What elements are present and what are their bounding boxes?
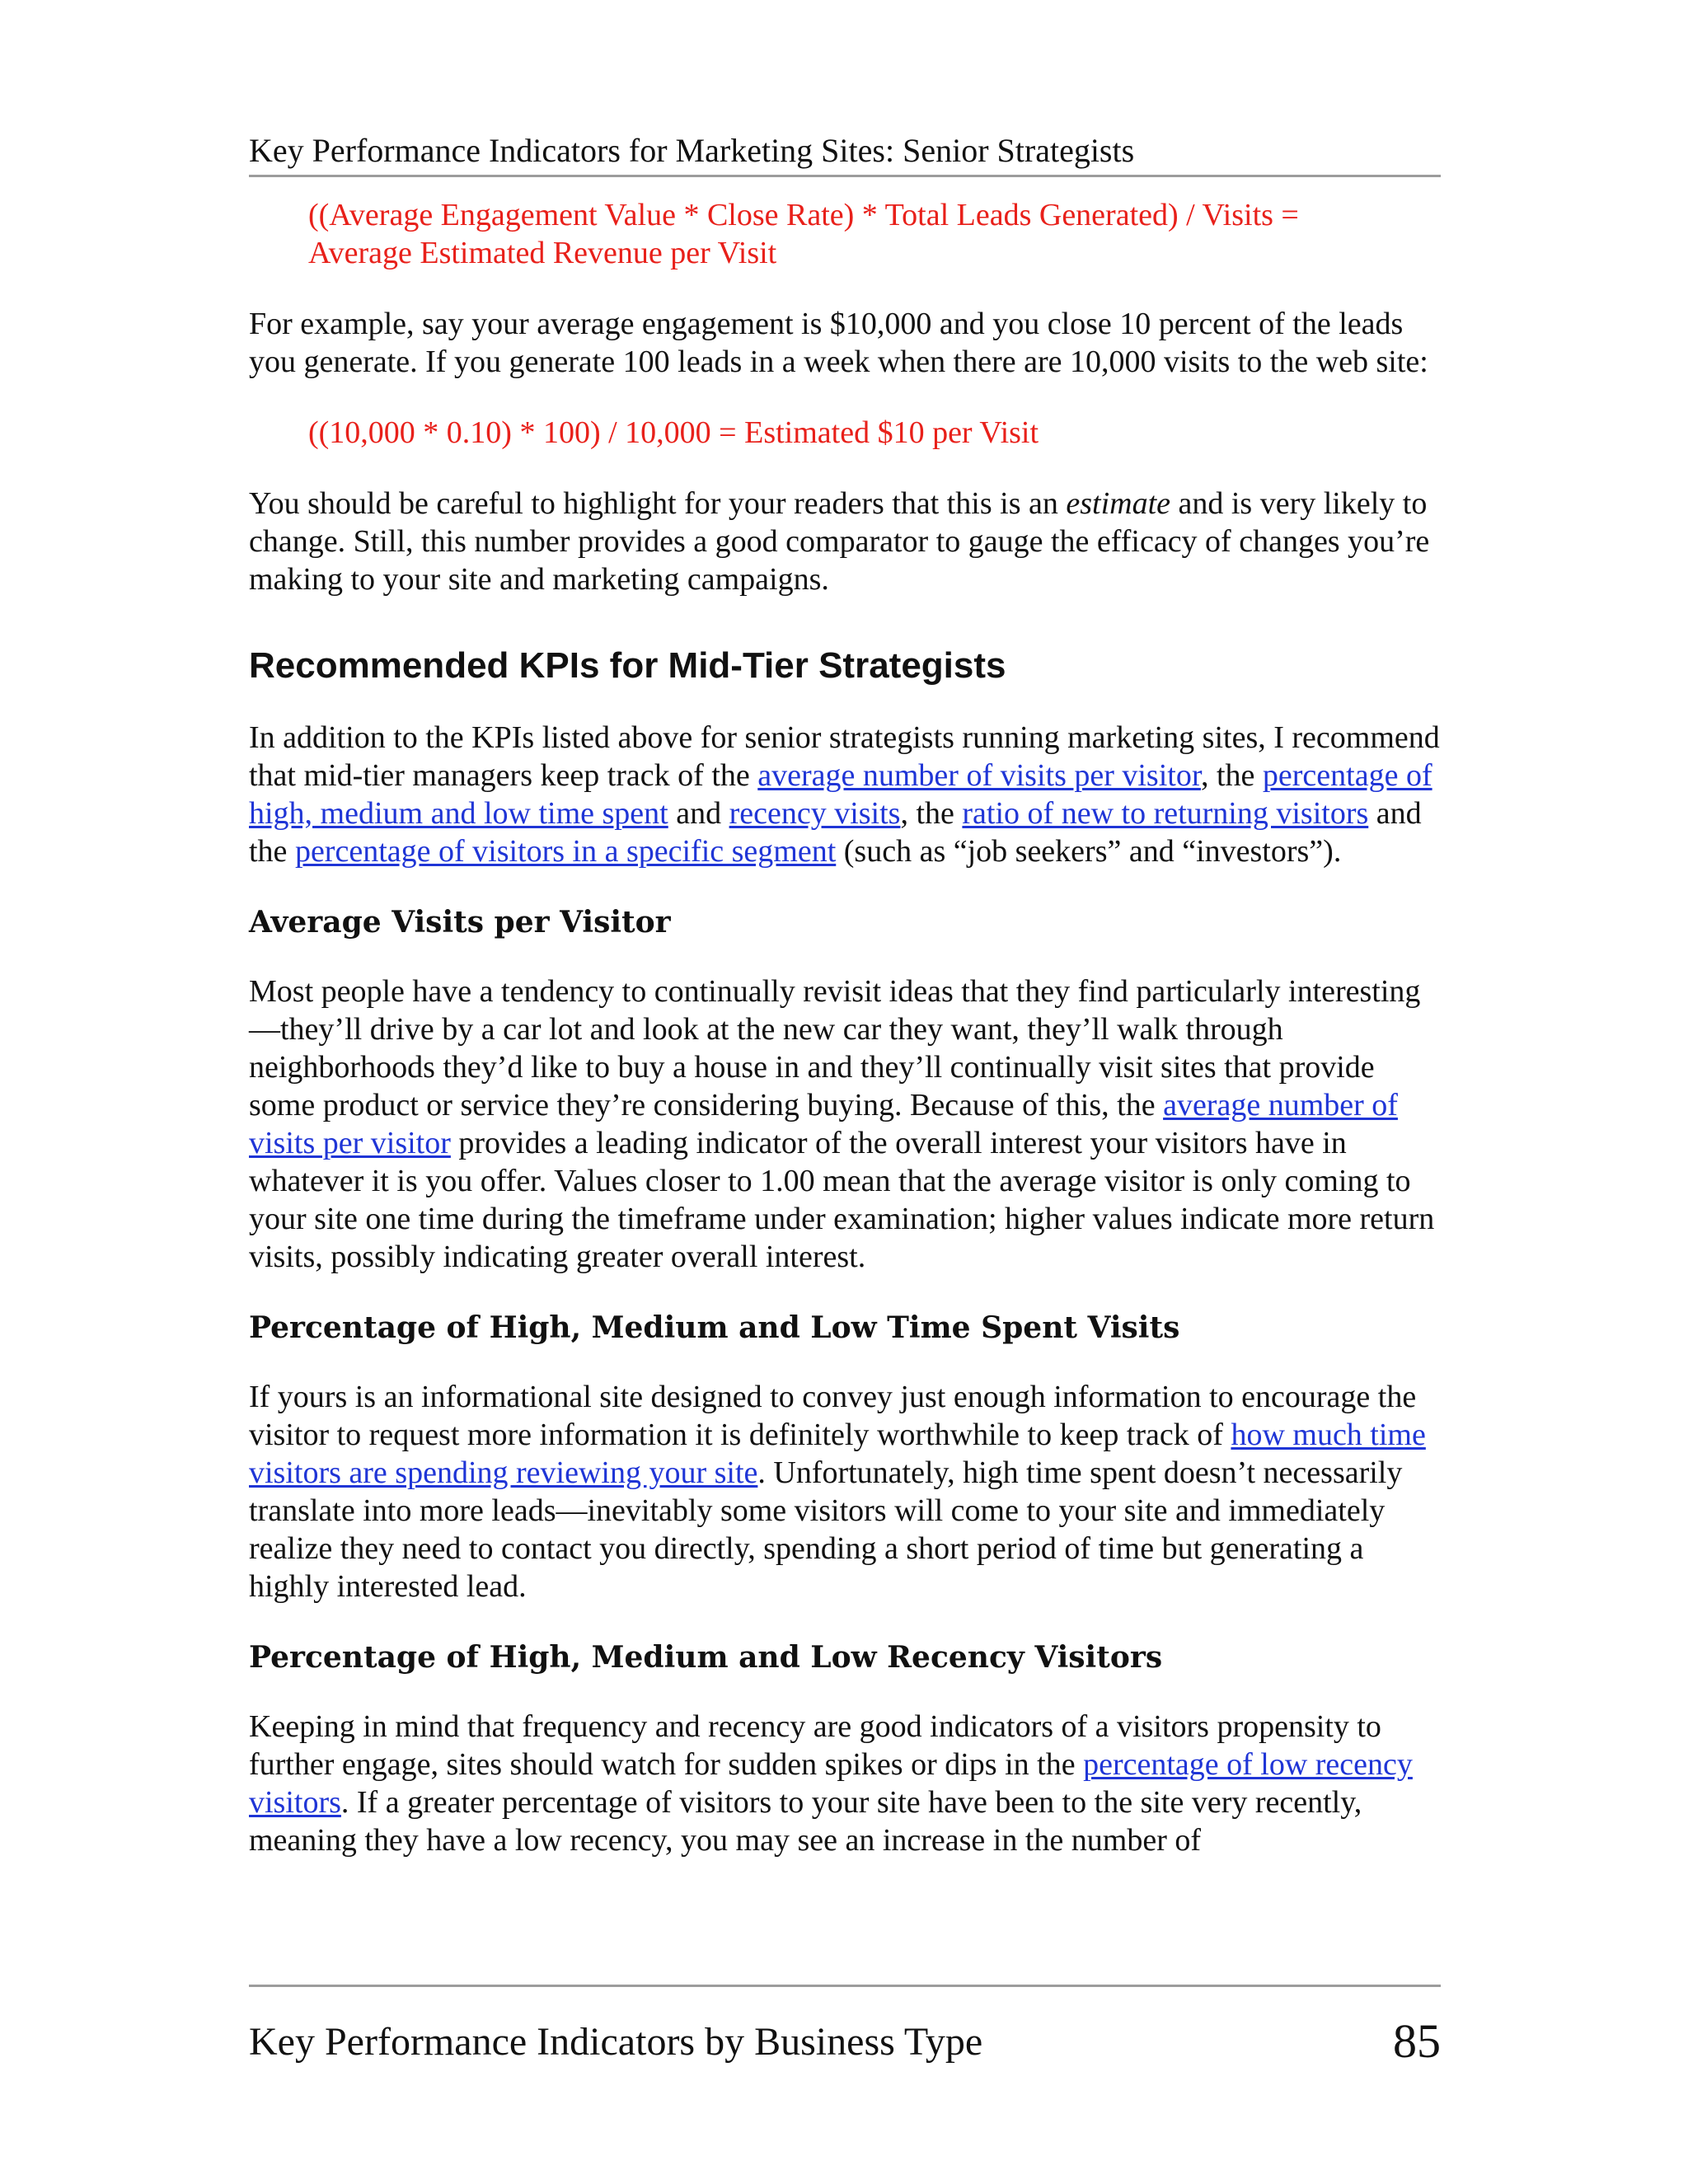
text-span: and (668, 796, 729, 831)
text-span: and the (249, 796, 1422, 869)
link-percentage-segment[interactable]: percentage of visitors in a specific segment (294, 834, 837, 869)
running-header: Key Performance Indicators for Marketing Sites: Senior Strategists (249, 130, 1441, 177)
paragraph-mid-tier-intro (249, 719, 1441, 870)
paragraph-example: For example, say your average engagement is $10,000 and you close 10 percent of the leads you generate. If you generate 100 leads in a week when there are 10,000 visits to the web site: (249, 307, 1428, 379)
text-span: You should be careful to highlight for your readers that this is an (249, 486, 1067, 521)
document-page (249, 0, 1441, 2184)
link-average-visits-per-visitor[interactable]: average number of visits per visitor (757, 758, 1201, 793)
text-span: , the (1200, 758, 1263, 793)
paragraph-time-spent (249, 1378, 1441, 1605)
footer-divider (249, 1985, 1441, 1987)
text-span: and is very likely to change. Still, this number provides a good comparator to gauge the efficacy of changes you’re making to your site and marketing campaigns. (249, 486, 1430, 597)
link-recency-visits[interactable]: recency visits (729, 796, 901, 831)
emphasis-estimate: estimate (1066, 486, 1170, 521)
link-average-visits-per-visitor-2[interactable]: average number of visits per visitor (249, 1088, 1398, 1160)
text-span: , the (900, 796, 963, 831)
paragraph-average-visits (249, 972, 1441, 1276)
text-span: provides a leading indicator of the overall interest your visitors have in whatever it is you offer. Values closer to 1.00 mean that the average visitor is only coming to your site one time during the timeframe under examination; higher values indicate more return visits, possibly indicating greater overall interest. (249, 1126, 1435, 1274)
formula-example-calculation: ((10,000 * 0.10) * 100) / 10,000 = Estimated $10 per Visit (308, 415, 1039, 450)
formula-line-2: Average Estimated Revenue per Visit (308, 236, 777, 270)
text-span: Most people have a tendency to continually revisit ideas that they find particularly interesting—they’ll drive by a car lot and look at the new car they want, they’ll walk through neighborhoods they’d like to buy a house in and they’ll continually visit sites that provide some product or service they’re considering buying. Because of this, the (249, 974, 1421, 1122)
text-span: . Unfortunately, high time spent doesn’t necessarily translate into more leads—inevitably some visitors will come to your site and immediately realize they need to contact you directly, spending a short period of time but generating a highly interested lead. (249, 1455, 1403, 1604)
link-ratio-new-returning[interactable]: ratio of new to returning visitors (962, 796, 1369, 831)
paragraph-recency (249, 1708, 1441, 1859)
link-time-spent-reviewing[interactable]: how much time visitors are spending reviewing your site (249, 1418, 1426, 1490)
link-percentage-time-spent[interactable]: percentage of high, medium and low time spent (249, 758, 1432, 831)
subheading-recency: Percentage of High, Medium and Low Recency Visitors (249, 1640, 1163, 1675)
section-heading-mid-tier: Recommended KPIs for Mid-Tier Strategists (249, 645, 1006, 686)
paragraph-estimate-caution (249, 485, 1441, 598)
link-low-recency-visitors[interactable]: percentage of low recency visitors (249, 1747, 1413, 1820)
text-span: Keeping in mind that frequency and recency are good indicators of a visitors propensity to further engage, sites should watch for sudden spikes or dips in the (249, 1709, 1381, 1782)
text-span: (such as “job seekers” and “investors”). (836, 834, 1342, 869)
formula-average-revenue (308, 196, 1441, 272)
text-span: If yours is an informational site designed to convey just enough information to encourage the visitor to request more information it is definitely worthwhile to keep track of (249, 1380, 1417, 1452)
page-number: 85 (1393, 2014, 1441, 2068)
footer-book-title: Key Performance Indicators by Business Type (249, 2020, 983, 2064)
subheading-time-spent: Percentage of High, Medium and Low Time Spent Visits (249, 1310, 1180, 1345)
formula-line-1: ((Average Engagement Value * Close Rate) * Total Leads Generated) / Visits = (308, 198, 1299, 232)
text-span: In addition to the KPIs listed above for senior strategists running marketing sites, I recommend that mid-tier managers keep track of the (249, 720, 1440, 793)
text-span: . If a greater percentage of visitors to your site have been to the site very recently, meaning they have a low recency, you may see an increase in the number of (249, 1785, 1362, 1858)
subheading-average-visits: Average Visits per Visitor (249, 905, 671, 940)
page-body (249, 196, 1441, 1892)
